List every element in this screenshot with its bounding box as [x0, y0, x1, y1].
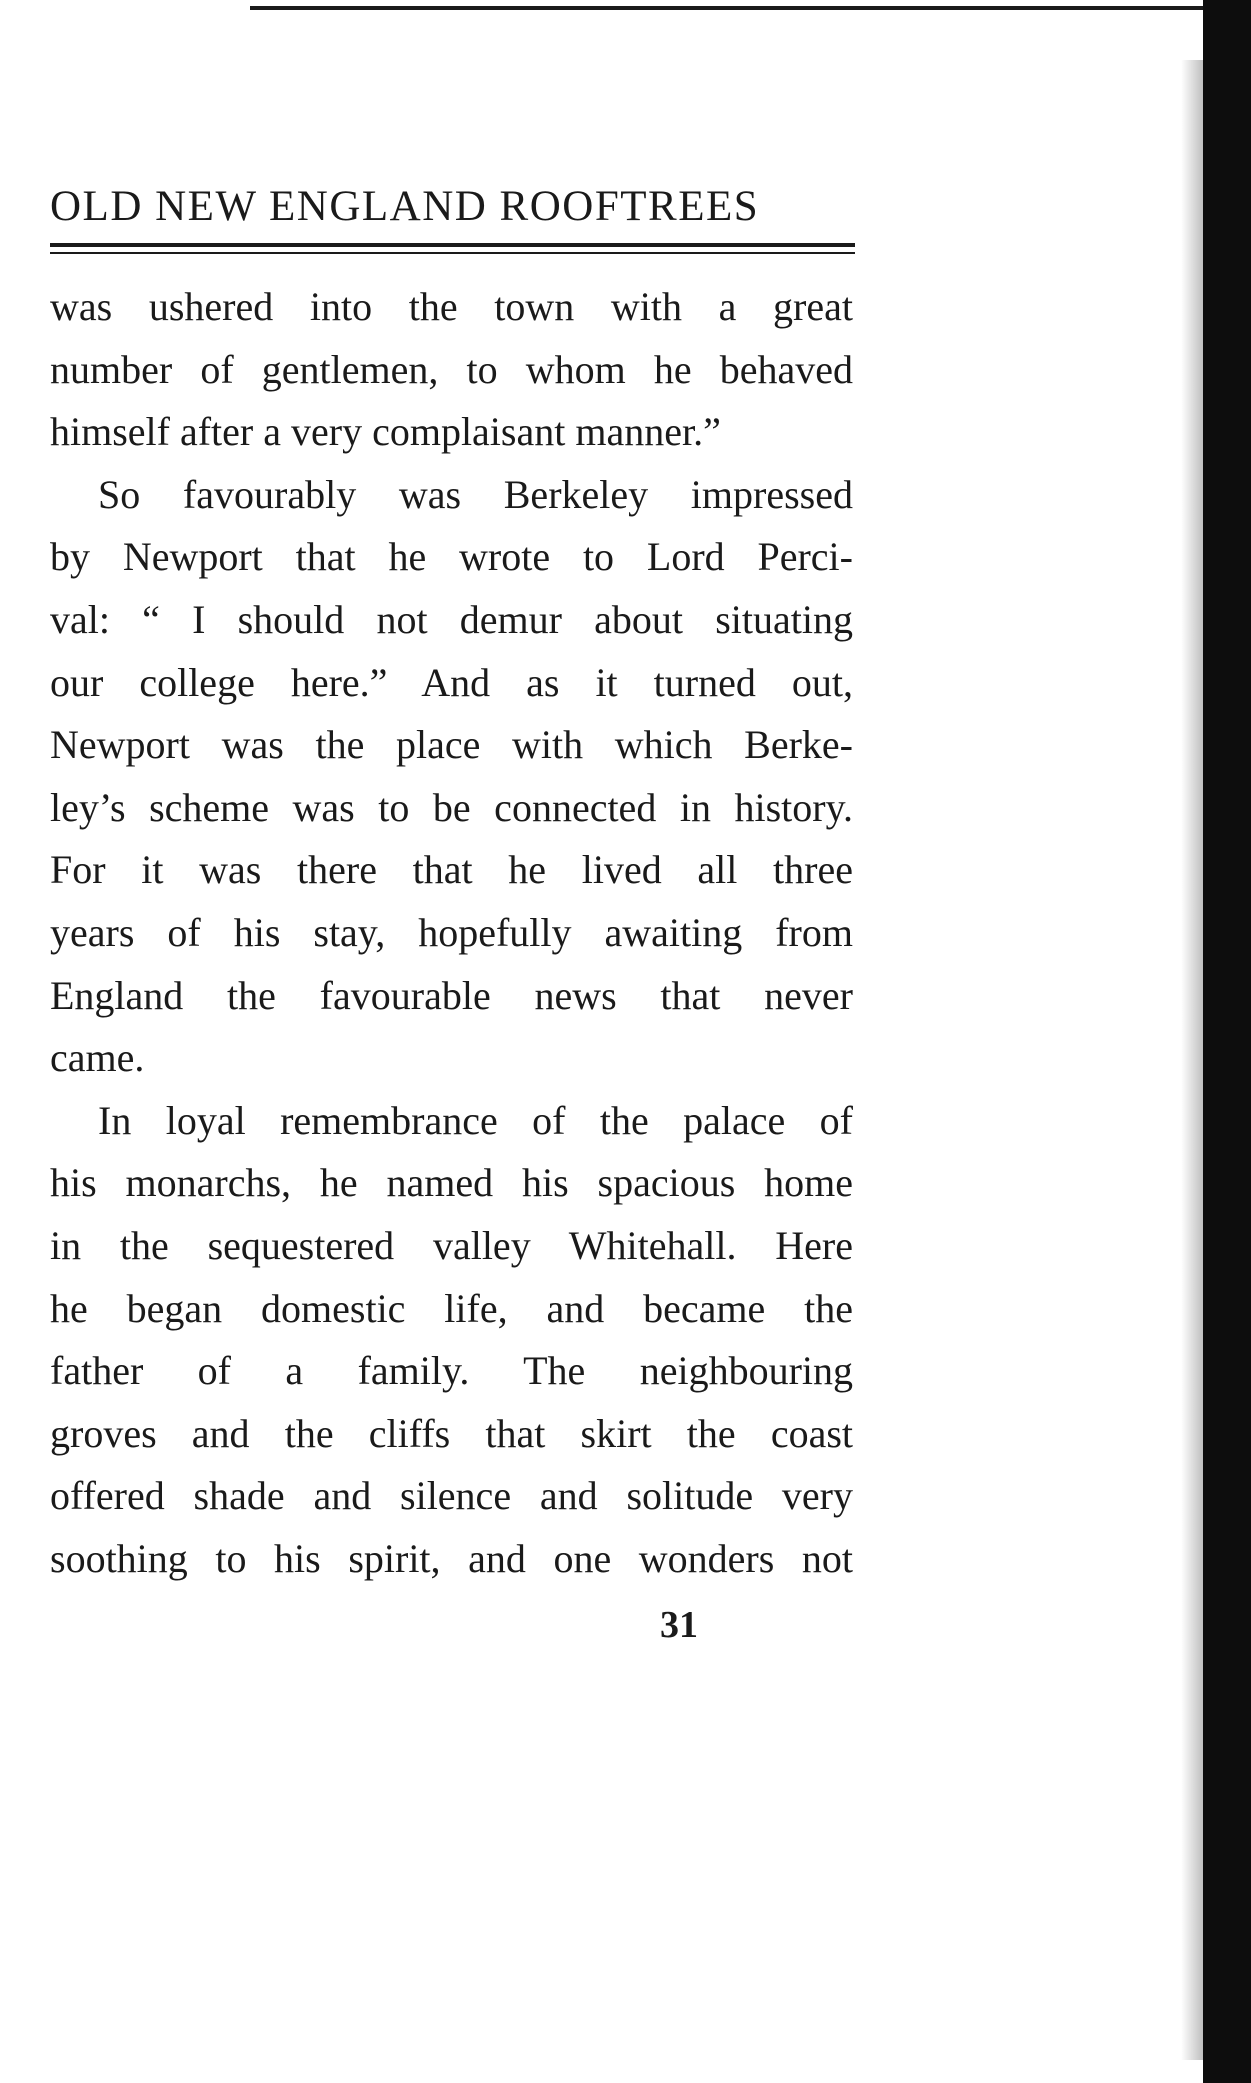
binding-edge	[1203, 0, 1251, 2083]
text-line: In loyal remembrance of the palace of	[98, 1097, 853, 1143]
text-line: years of his stay, hopefully awaiting from	[50, 909, 853, 955]
text-line: number of gentlemen, to whom he behaved	[50, 346, 853, 392]
text-line: by Newport that he wrote to Lord Perci-	[50, 534, 853, 580]
page-number: 31	[660, 1604, 698, 1646]
text-line: val: “ I should not demur about situating	[50, 596, 853, 642]
text-line: his monarchs, he named his spacious home	[50, 1160, 853, 1206]
text-line: was ushered into the town with a great	[50, 284, 853, 329]
header-rule-thick	[50, 243, 855, 247]
text-line: soothing to his spirit, and one wonders not	[50, 1535, 853, 1581]
text-line: So favourably was Berkeley impressed	[98, 471, 853, 517]
text-line: ley’s scheme was to be connected in history.	[50, 784, 853, 830]
text-line: our college here.” And as it turned out,	[50, 659, 853, 705]
text-line: himself after a very complaisant manner.”	[50, 409, 721, 455]
text-line: came.	[50, 1035, 145, 1081]
body-text	[50, 276, 853, 1590]
text-line: For it was there that he lived all three	[50, 847, 853, 893]
header-rule-thin	[50, 252, 855, 254]
text-line: offered shade and silence and solitude very	[50, 1473, 853, 1519]
text-line: he began domestic life, and became the	[50, 1285, 853, 1331]
text-line: England the favourable news that never	[50, 972, 853, 1018]
text-line: in the sequestered valley Whitehall. Here	[50, 1222, 853, 1268]
page-top-edge	[250, 6, 1210, 10]
text-line: groves and the cliffs that skirt the coast	[50, 1410, 853, 1456]
text-line: Newport was the place with which Berke-	[50, 722, 853, 768]
running-head: OLD NEW ENGLAND ROOFTREES	[50, 183, 760, 230]
binding-shadow	[1181, 60, 1203, 2060]
text-line: father of a family. The neighbouring	[50, 1348, 853, 1394]
